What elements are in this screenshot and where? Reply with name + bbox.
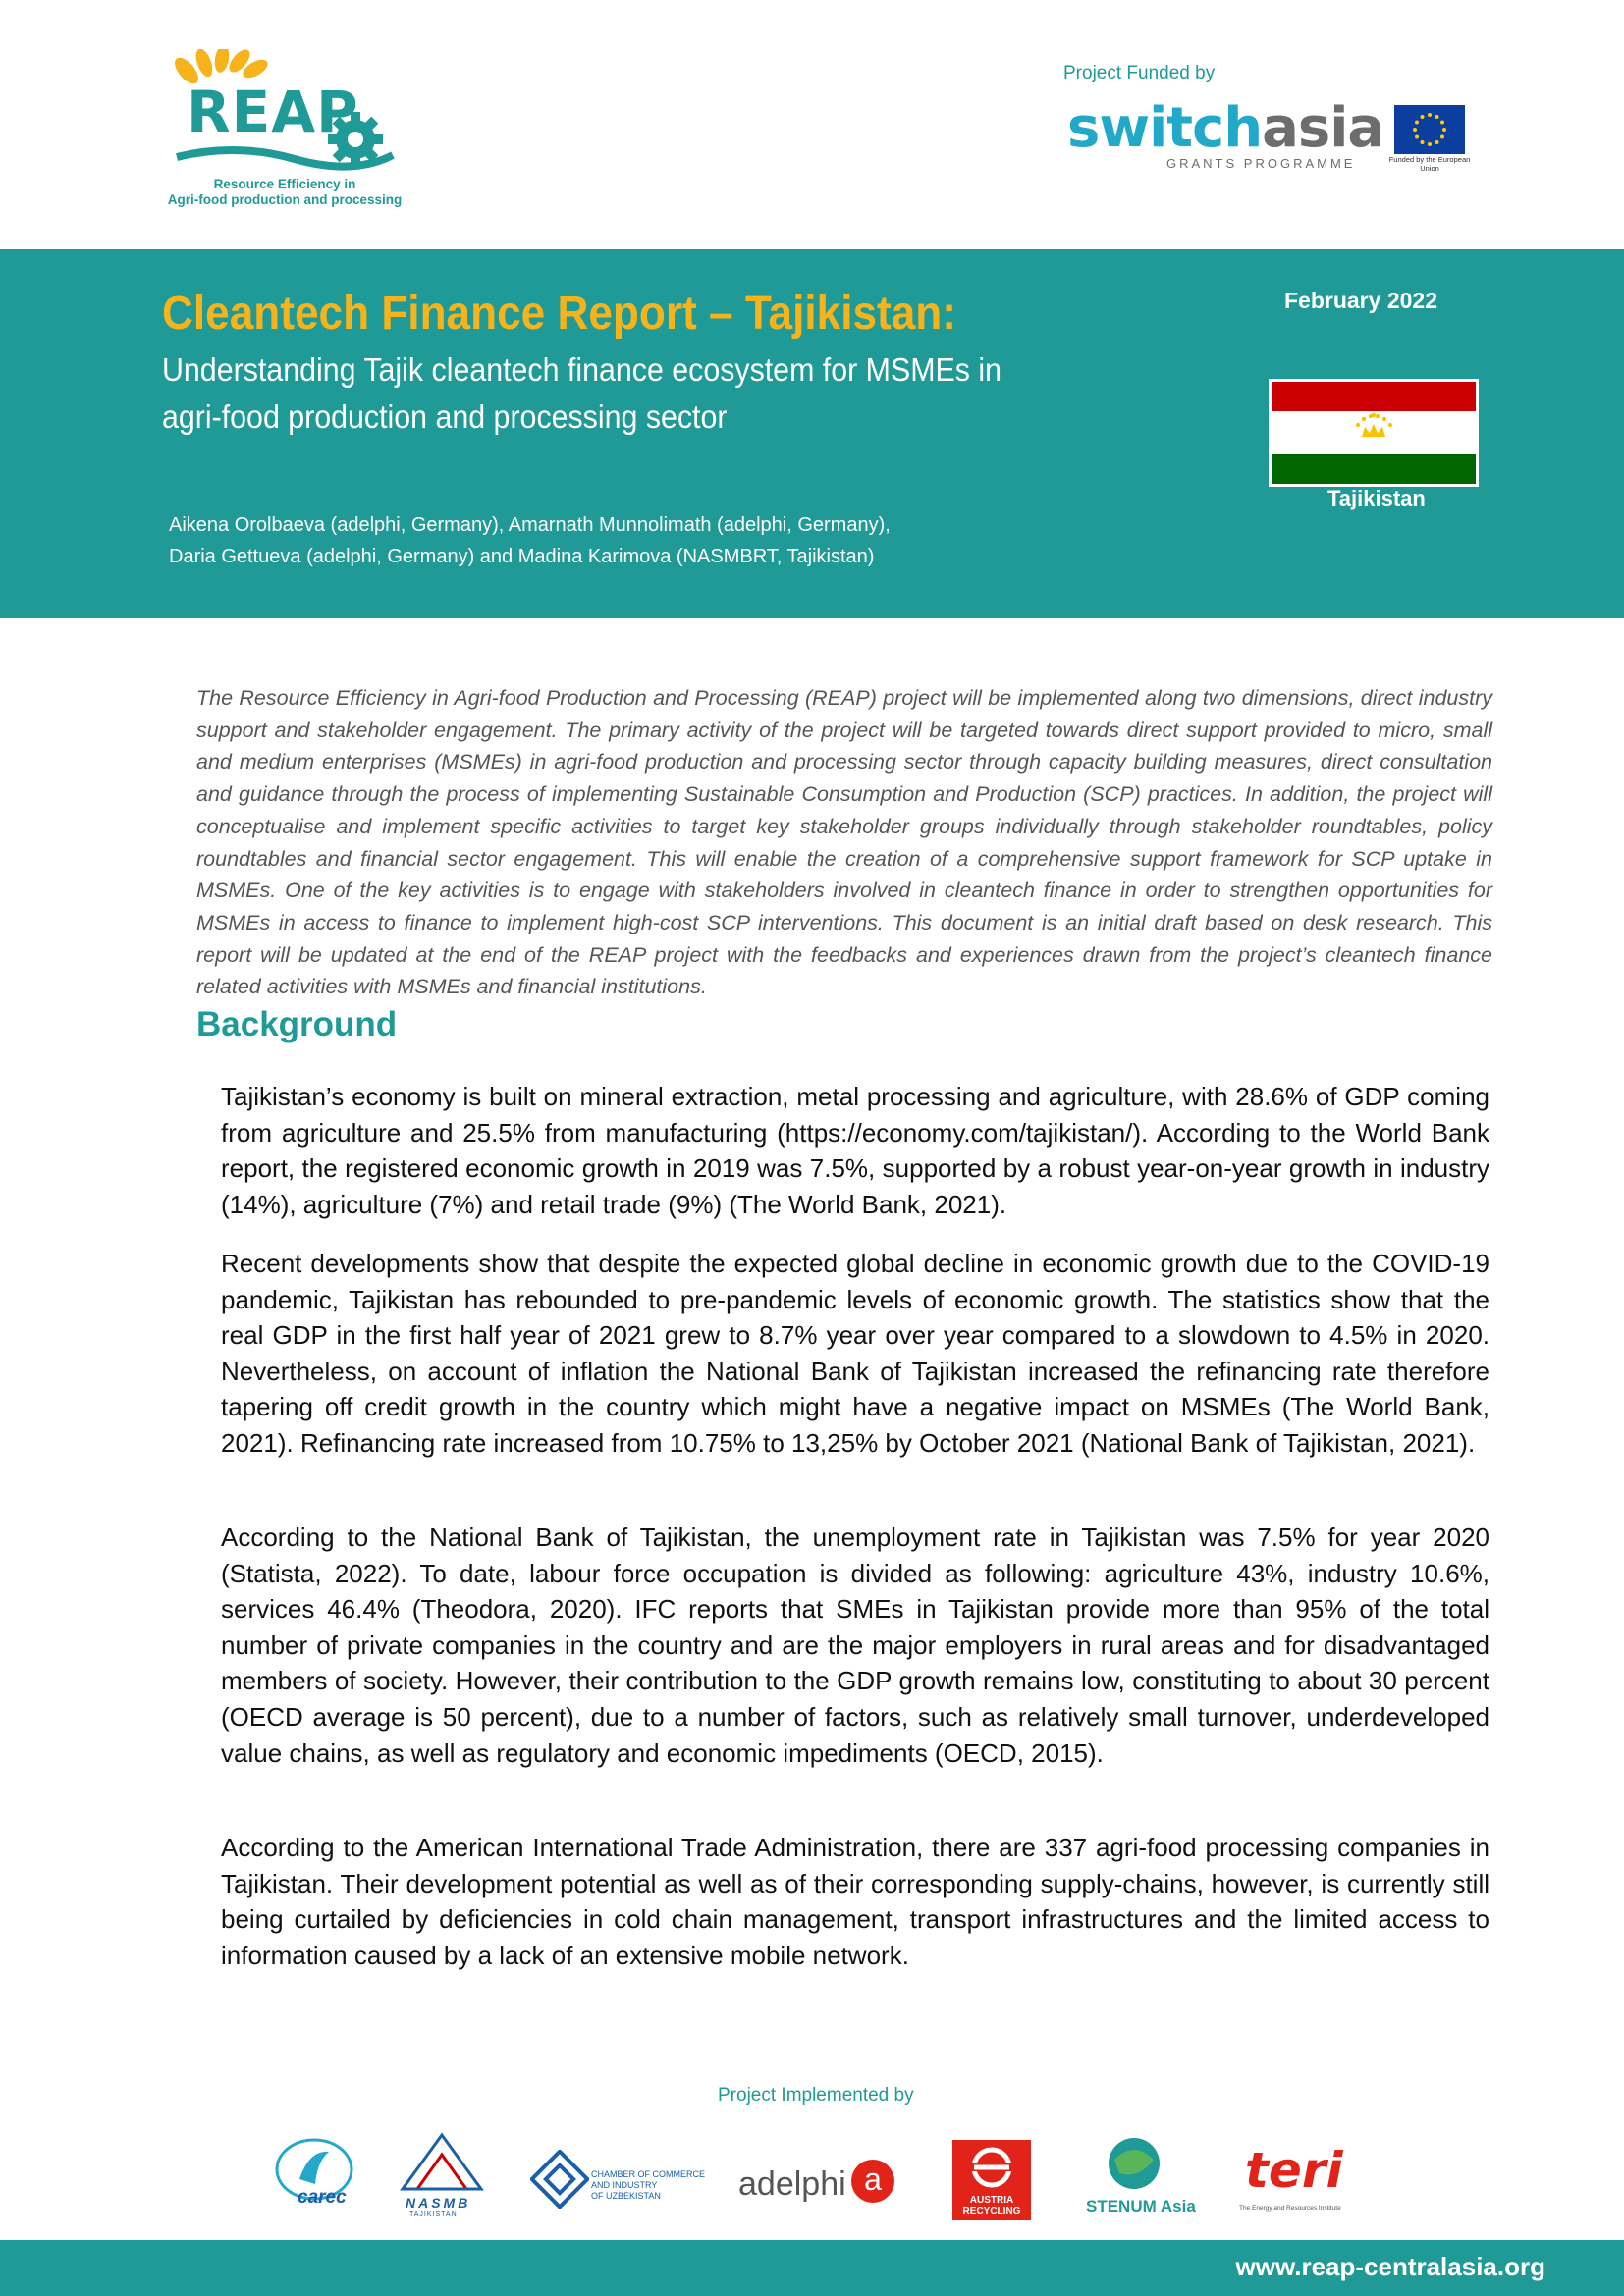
- eu-star: [1435, 140, 1439, 144]
- eu-star: [1421, 115, 1425, 119]
- austria-label-line1: AUSTRIA: [969, 2195, 1014, 2206]
- report-date: February 2022: [1284, 288, 1437, 313]
- eu-star: [1415, 135, 1419, 139]
- eu-star: [1413, 128, 1417, 132]
- eu-flag-icon: [1394, 105, 1465, 154]
- switch-asia-logo: [1067, 96, 1383, 160]
- nasmb-sublabel: TAJIKISTAN: [409, 2211, 458, 2217]
- reap-tagline-line2: Agri-food production and processing: [167, 192, 403, 207]
- report-subtitle-line1: Understanding Tajik cleantech finance ecosystem for MSMEs in: [162, 351, 1001, 388]
- reap-tagline: [157, 177, 412, 208]
- stenum-label: STENUM Asia: [1086, 2197, 1196, 2216]
- austria-label-line2: RECYCLING: [962, 2206, 1021, 2216]
- switch-asia-part2: asia: [1262, 96, 1384, 160]
- background-paragraph: Tajikistan’s economy is built on mineral extraction, metal processing and agriculture, with 28.6% of GDP coming from agriculture and 25.5% from manufacturing (https://economy.com/tajikistan/). According to the World Bank report, the registered economic growth in 2019 was 7.5%, supported by a robust year-on-year growth in industry (14%), agriculture (7%) and retail trade (9%) (The World Bank, 2021).: [221, 1082, 1489, 1219]
- adelphi-mark-icon: a: [851, 2160, 894, 2203]
- report-title: Cleantech Finance Report – Tajikistan:: [162, 288, 956, 340]
- globe-icon: [1080, 2130, 1188, 2195]
- eu-star: [1421, 140, 1425, 144]
- teri-sublabel: The Energy and Resources Institute: [1239, 2205, 1341, 2212]
- chamber-emblem-icon: [530, 2150, 589, 2209]
- chamber-label-line2: AND INDUSTRY: [591, 2180, 658, 2190]
- carec-label: carec: [298, 2187, 347, 2208]
- background-paragraph: Recent developments show that despite the expected global decline in economic growth due to the COVID-19 pandemic, Tajikistan has rebounded to pre-pandemic levels of economic growth. The statistics show that the real GDP in the first half year of 2021 grew to 8.7% year over year compared to a slowdown to 4.5% in 2020. Nevertheless, on account of inflation the National Bank of Tajikistan increased the refinancing rate therefore tapering off credit growth in the country which might have a negative impact on MSMEs (The World Bank, 2021). Refinancing rate increased from 10.75% to 13,25% by October 2021 (National Bank of Tajikistan, 2021).: [221, 1249, 1489, 1458]
- eu-star: [1442, 128, 1446, 132]
- eu-star: [1440, 121, 1444, 125]
- carec-logo: [270, 2130, 358, 2220]
- stenum-asia-logo: [1080, 2130, 1196, 2220]
- tajikistan-flag-icon: [1269, 379, 1479, 487]
- authors-line1: Aikena Orolbaeva (adelphi, Germany), Amarnath Munnolimath (adelphi, Germany),: [169, 514, 891, 536]
- teri-label: teri: [1245, 2142, 1343, 2199]
- background-heading: Background: [196, 1005, 398, 1043]
- austria-recycling-logo: [952, 2130, 1031, 2220]
- reap-tagline-line1: Resource Efficiency in: [213, 177, 356, 191]
- authors-line2: Daria Gettueva (adelphi, Germany) and Madina Karimova (NASMBRT, Tajikistan): [169, 546, 875, 567]
- adelphi-label: adelphi: [738, 2165, 846, 2203]
- website-link[interactable]: www.reap-centralasia.org: [1235, 2252, 1545, 2281]
- nasmb-label: NASMB: [406, 2195, 471, 2211]
- eu-star: [1435, 115, 1439, 119]
- grants-programme-label: GRANTS PROGRAMME: [1166, 156, 1356, 171]
- mountain-icon: [398, 2130, 486, 2199]
- project-intro: The Resource Efficiency in Agri-food Production and Processing (REAP) project will be implemented along two dimensions, direct industry support and stakeholder engagement. The primary activity of the project will be targeted towards direct support provided to micro, small and medium enterprises (MSMEs) in agri-food production and processing sector through capacity building measures, direct consultation and guidance through the process of implementing Sustainable Consumption and Production (SCP) practices. In addition, the project will conceptualise and implement specific activities to target key stakeholder groups individually through stakeholder roundtables, policy roundtables and financial sector engagement. This will enable the creation of a comprehensive support framework for SCP uptake in MSMEs. One of the key activities is to engage with stakeholders involved in cleantech finance in order to strengthen opportunities for MSMEs in access to finance to implement high-cost SCP interventions. This document is an initial draft based on desk research. This report will be updated at the end of the REAP project with the feedbacks and experiences drawn from the project’s cleantech finance related activities with MSMEs and financial institutions.: [196, 686, 1492, 999]
- background-paragraph: According to the American International Trade Administration, there are 337 agri-food processing companies in Tajikistan. Their development potential as well as of their corresponding supply-chains, however, is currently still being curtailed by deficiencies in cold chain management, transport infrastructures and the limited access to information caused by a lack of an extensive mobile network.: [221, 1833, 1489, 1970]
- switch-asia-part1: switch: [1067, 96, 1263, 160]
- adelphi-logo: [738, 2130, 895, 2220]
- nasmb-logo: [398, 2130, 486, 2220]
- chamber-label-line1: CHAMBER OF COMMERCE: [591, 2169, 706, 2179]
- recycling-icon: [952, 2140, 1031, 2197]
- eu-star: [1428, 142, 1432, 146]
- background-paragraph: According to the National Bank of Tajikistan, the unemployment rate in Tajikistan was 7.5% for year 2020 (Statista, 2022). To date, labour force occupation is divided as following: agriculture 43%, industry 10.6%, services 46.4% (Theodora, 2020). IFC reports that SMEs in Tajikistan provide more than 95% of the total number of private companies in the country and are the major employers in rural areas and for disadvantaged members of society. However, their contribution to the GDP growth remains low, constituting to about 30 percent (OECD average is 50 percent), due to a number of factors, such as relatively small turnover, underdeveloped value chains, as well as regulatory and economic impediments (OECD, 2015).: [221, 1522, 1489, 1768]
- report-subtitle-line2: agri-food production and processing sector: [162, 399, 728, 435]
- reap-wordmark: REAP: [187, 79, 359, 145]
- funded-by-label: Project Funded by: [1063, 63, 1216, 83]
- eu-star: [1440, 135, 1444, 139]
- chamber-label-line3: OF UZBEKISTAN: [591, 2191, 661, 2201]
- eu-star: [1428, 113, 1432, 117]
- implemented-by-label: Project Implemented by: [718, 2085, 914, 2106]
- eu-star: [1415, 121, 1419, 125]
- flag-caption: Tajikistan: [1327, 486, 1426, 510]
- chamber-of-commerce-logo: [530, 2130, 707, 2220]
- eu-caption: Funded by the European Union: [1388, 155, 1471, 173]
- teri-logo: [1239, 2130, 1347, 2220]
